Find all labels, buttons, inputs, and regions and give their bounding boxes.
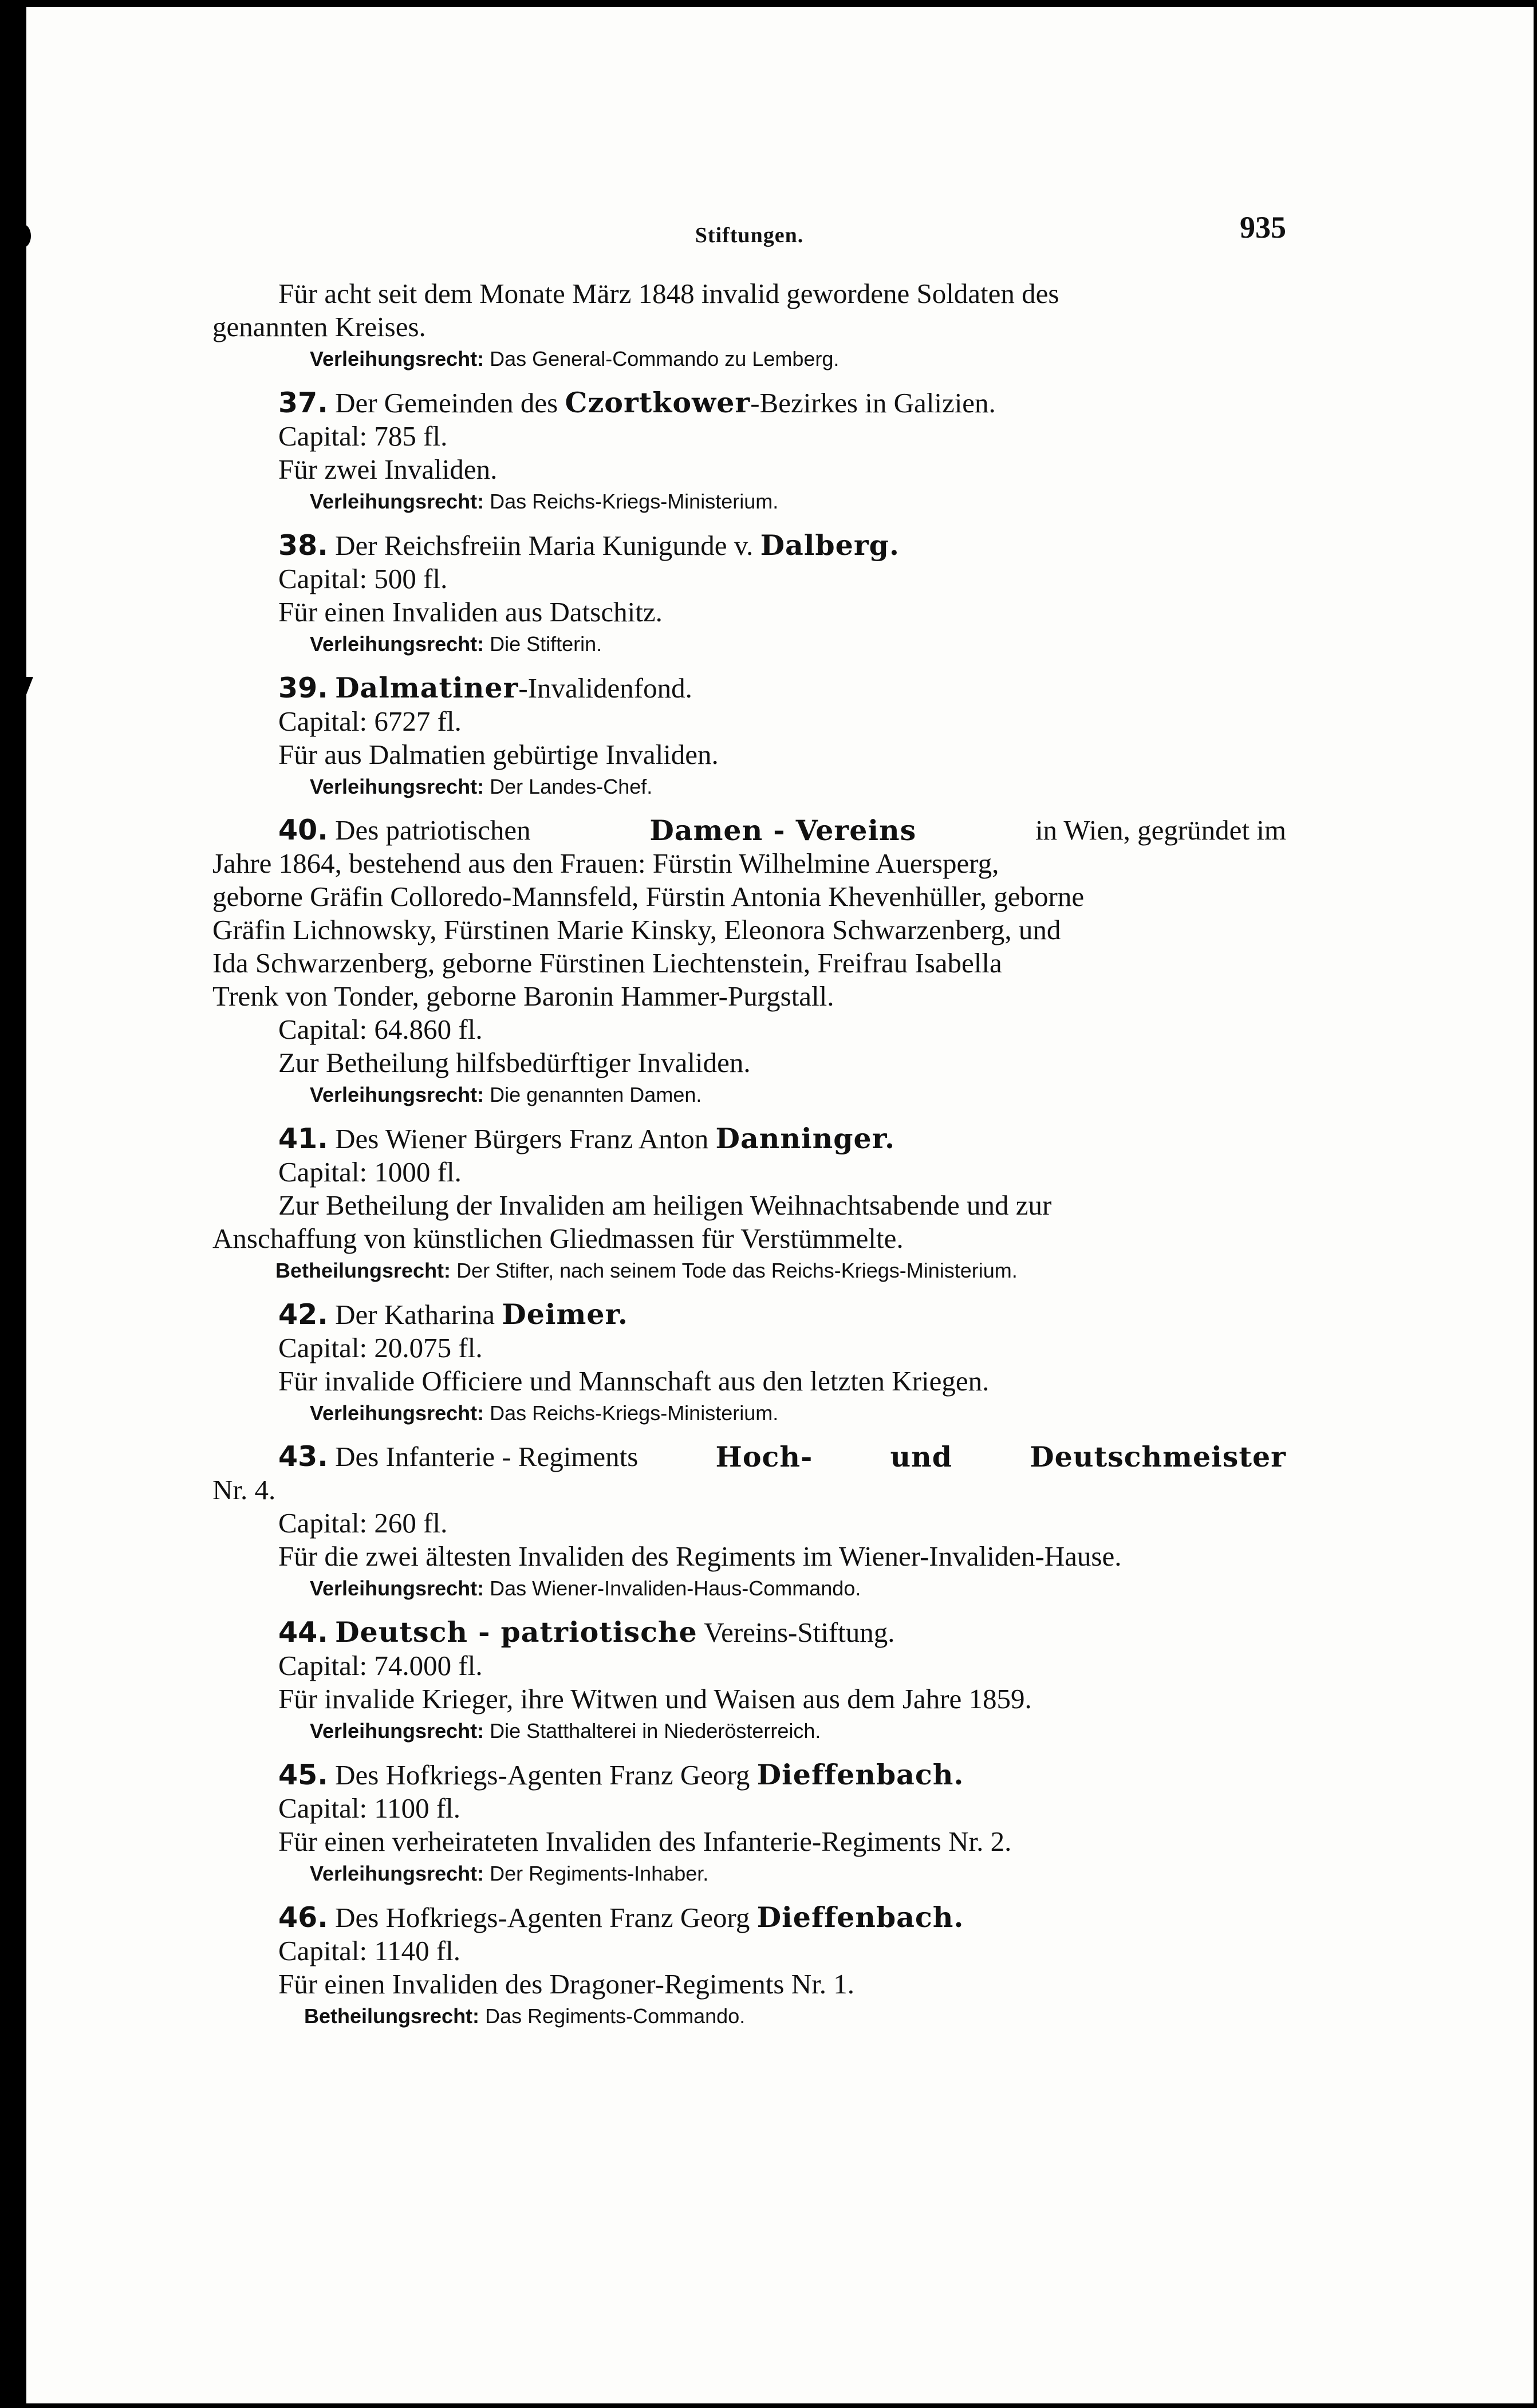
- binding-edge: [15, 7, 26, 2403]
- capital-line: Capital: 74.000 fl.: [278, 1650, 483, 1681]
- entry-heading: 46. Des Hofkriegs-Agenten Franz Georg Dieffenbach.: [278, 1901, 964, 1934]
- grant-right: Verleihungsrecht: Das General-Commando zu Lemberg.: [310, 347, 840, 371]
- entry-heading: 39. Dalmatiner-Invalidenfond.: [278, 671, 692, 704]
- foundation-entry: [212, 1615, 1286, 1747]
- text-line: Jahre 1864, bestehend aus den Frauen: Fürstin Wilhelmine Auersperg,: [212, 848, 999, 879]
- purpose-line: Anschaffung von künstlichen Gliedmassen für Verstümmelte.: [212, 1223, 904, 1254]
- capital-line: Capital: 500 fl.: [278, 563, 448, 594]
- purpose-line: Für einen verheirateten Invaliden des Infanterie-Regiments Nr. 2.: [278, 1826, 1012, 1857]
- purpose-line: Für einen Invaliden des Dragoner-Regiments Nr. 1.: [278, 1968, 854, 2000]
- entry-heading: 45. Des Hofkriegs-Agenten Franz Georg Dieffenbach.: [278, 1758, 964, 1791]
- capital-line: Capital: 260 fl.: [278, 1507, 448, 1539]
- book-page: [15, 7, 1534, 2403]
- grant-right: Verleihungsrecht: Die Stifterin.: [310, 632, 602, 656]
- entry-heading: 44. Deutsch - patriotische Vereins-Stiftung.: [278, 1615, 895, 1649]
- capital-line: Capital: 1000 fl.: [278, 1156, 462, 1188]
- text-line: geborne Gräfin Colloredo-Mannsfeld, Fürstin Antonia Khevenhüller, geborne: [212, 881, 1085, 912]
- purpose-line: Für die zwei ältesten Invaliden des Regiments im Wiener-Invaliden-Hause.: [278, 1540, 1122, 1572]
- entry-heading: 42. Der Katharina Deimer.: [278, 1298, 628, 1331]
- purpose-line: Für aus Dalmatien gebürtige Invaliden.: [278, 739, 719, 770]
- capital-line: Capital: 785 fl.: [278, 420, 448, 452]
- intro-block: [212, 277, 1286, 375]
- foundation-entry: [212, 1758, 1286, 1889]
- entry-heading: 38. Der Reichsfreiin Maria Kunigunde v. Dalberg.: [278, 529, 900, 562]
- capital-line: Capital: 20.075 fl.: [278, 1332, 483, 1363]
- text-line: Nr. 4.: [212, 1474, 276, 1506]
- foundation-entry: [212, 1901, 1286, 2032]
- running-header: [212, 210, 1286, 277]
- grant-right: Verleihungsrecht: Das Reichs-Kriegs-Ministerium.: [310, 1401, 779, 1425]
- running-title: Stiftungen.: [695, 223, 804, 247]
- foundation-entry: [212, 529, 1286, 660]
- gutter-mark: [16, 224, 31, 247]
- capital-line: Capital: 6727 fl.: [278, 706, 462, 737]
- page-text: [212, 210, 1286, 2032]
- purpose-line: Für invalide Krieger, ihre Witwen und Waisen aus dem Jahre 1859.: [278, 1683, 1032, 1715]
- text-line: Gräfin Lichnowsky, Fürstinen Marie Kinsky, Eleonora Schwarzenberg, und: [212, 914, 1061, 945]
- grant-right: Verleihungsrecht: Die Statthalterei in Niederösterreich.: [310, 1719, 821, 1743]
- foundation-entry: [212, 1440, 1286, 1604]
- purpose-line: Zur Betheilung hilfsbedürftiger Invaliden.: [278, 1047, 751, 1078]
- grant-right: Verleihungsrecht: Der Regiments-Inhaber.: [310, 1862, 709, 1885]
- foundation-entry: [212, 1298, 1286, 1429]
- text-line: Ida Schwarzenberg, geborne Fürstinen Liechtenstein, Freifrau Isabella: [212, 947, 1002, 979]
- grant-right: Verleihungsrecht: Das Reichs-Kriegs-Ministerium.: [310, 490, 779, 513]
- grant-right: Betheilungsrecht: Das Regiments-Commando.: [304, 2004, 746, 2028]
- text-line: Für acht seit dem Monate März 1848 invalid gewordene Soldaten des: [278, 278, 1059, 309]
- capital-line: Capital: 1140 fl.: [278, 1935, 460, 1966]
- grant-right: Verleihungsrecht: Der Landes-Chef.: [310, 775, 653, 798]
- foundation-entry: [212, 671, 1286, 802]
- text-line: Trenk von Tonder, geborne Baronin Hammer-Purgstall.: [212, 980, 834, 1012]
- foundation-entry: [212, 386, 1286, 517]
- capital-line: Capital: 64.860 fl.: [278, 1014, 483, 1045]
- foundation-entry: [212, 1122, 1286, 1286]
- page-number: 935: [1240, 210, 1286, 245]
- purpose-line: Für einen Invaliden aus Datschitz.: [278, 596, 663, 628]
- purpose-line: Für invalide Officiere und Mannschaft aus den letzten Kriegen.: [278, 1365, 990, 1397]
- entry-heading: 41. Des Wiener Bürgers Franz Anton Danninger.: [278, 1122, 896, 1155]
- grant-right: Verleihungsrecht: Die genannten Damen.: [310, 1083, 702, 1106]
- entry-heading: 43. Des Infanterie - Regiments Hoch- und Deutschmeister: [278, 1440, 1286, 1473]
- foundation-entry: [212, 814, 1286, 1110]
- text-line: genannten Kreises.: [212, 311, 426, 342]
- purpose-line: Für zwei Invaliden.: [278, 454, 498, 485]
- grant-right: Betheilungsrecht: Der Stifter, nach seinem Tode das Reichs-Kriegs-Ministerium.: [275, 1259, 1018, 1282]
- entry-heading: 37. Der Gemeinden des Czortkower-Bezirkes in Galizien.: [278, 386, 996, 419]
- purpose-line: Zur Betheilung der Invaliden am heiligen Weihnachtsabende und zur: [278, 1189, 1052, 1221]
- capital-line: Capital: 1100 fl.: [278, 1792, 460, 1824]
- entry-heading: 40. Des patriotischen Damen - Vereins in Wien, gegründet im: [278, 814, 1286, 847]
- grant-right: Verleihungsrecht: Das Wiener-Invaliden-Haus-Commando.: [310, 1577, 861, 1600]
